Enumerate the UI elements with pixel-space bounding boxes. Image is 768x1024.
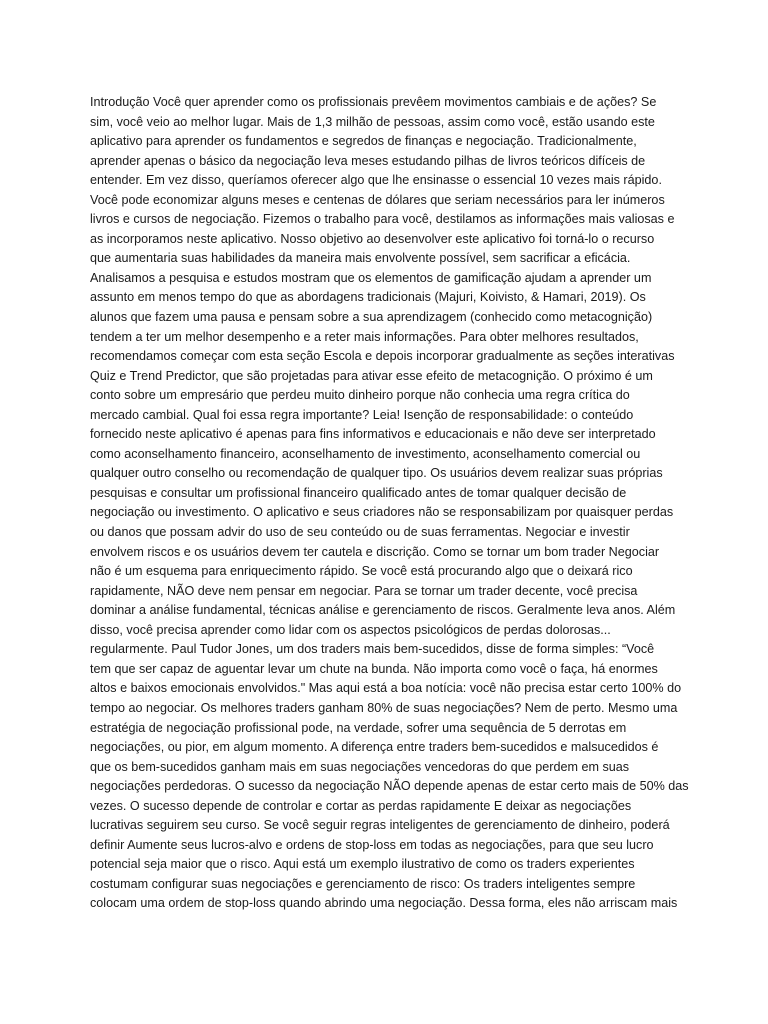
text-line: dominar a análise fundamental, técnicas análise e gerenciamento de riscos. Geralmente leva anos. Além	[90, 603, 676, 618]
text-line: negociação ou investimento. O aplicativo e seus criadores não se responsabilizam por quaisquer perdas	[90, 505, 674, 520]
text-line: negociações, ou pior, em algum momento. A diferença entre traders bem-sucedidos e malsucedidos é	[90, 740, 659, 755]
text-line: potencial seja maior que o risco. Aqui está um exemplo ilustrativo de como os traders experientes	[90, 857, 635, 872]
text-line: livros e cursos de negociação. Fizemos o trabalho para você, destilamos as informações mais valiosas e	[90, 212, 675, 227]
body-text	[90, 93, 690, 914]
text-line: vezes. O sucesso depende de controlar e cortar as perdas rapidamente E deixar as negociações	[90, 798, 632, 813]
text-line: envolvem riscos e os usuários devem ter cautela e discrição. Como se tornar um bom trader Negociar	[90, 544, 660, 559]
text-line: ou danos que possam advir do uso de seu conteúdo ou de suas ferramentas. Negociar e investir	[90, 525, 630, 540]
text-line: recomendamos começar com esta seção Escola e depois incorporar gradualmente as seções interativas	[90, 349, 675, 364]
text-line: tem que ser capaz de aguentar levar um chute na bunda. Não importa como você o faça, há enormes	[90, 661, 658, 676]
text-line: disso, você precisa aprender como lidar com os aspectos psicológicos de perdas dolorosas...	[90, 622, 611, 637]
text-line: Quiz e Trend Predictor, que são projetadas para ativar esse efeito de metacognição. O próximo é um	[90, 368, 653, 383]
text-line: conto sobre um empresário que perdeu muito dinheiro porque não conhecia uma regra crítica do	[90, 388, 630, 403]
text-line: fornecido neste aplicativo é apenas para fins informativos e educacionais e não deve ser interpretado	[90, 427, 656, 442]
text-line: Analisamos a pesquisa e estudos mostram que os elementos de gamificação ajudam a aprender um	[90, 270, 652, 285]
text-line: pesquisas e consultar um profissional financeiro qualificado antes de tomar qualquer decisão de	[90, 485, 627, 500]
text-line: sim, você veio ao melhor lugar. Mais de 1,3 milhão de pessoas, assim como você, estão usando este	[90, 114, 655, 129]
text-line: aplicativo para aprender os fundamentos e segredos de finanças e negociação. Tradicionalmente,	[90, 134, 637, 149]
text-line: tempo ao negociar. Os melhores traders ganham 80% de suas negociações? Nem de perto. Mesmo uma	[90, 700, 678, 715]
text-line: entender. Em vez disso, queríamos oferecer algo que lhe ensinasse o essencial 10 vezes mais rápido.	[90, 173, 662, 188]
text-line: costumam configurar suas negociações e gerenciamento de risco: Os traders inteligentes sempre	[90, 876, 636, 891]
text-line: rapidamente, NÃO deve nem pensar em negociar. Para se tornar um trader decente, você precisa	[90, 583, 638, 598]
text-line: mercado cambial. Qual foi essa regra importante? Leia! Isenção de responsabilidade: o conteúdo	[90, 407, 634, 422]
text-line: qualquer outro conselho ou recomendação de qualquer tipo. Os usuários devem realizar suas próprias	[90, 466, 663, 481]
text-line: que aumentaria suas habilidades da maneira mais envolvente possível, sem sacrificar a eficácia.	[90, 251, 631, 266]
text-line: assunto em menos tempo do que as abordagens tradicionais (Majuri, Koivisto, & Hamari, 2019). Os	[90, 290, 646, 305]
text-line: as incorporamos neste aplicativo. Nosso objetivo ao desenvolver este aplicativo foi torná-lo o recurso	[90, 231, 655, 246]
text-line: aprender apenas o básico da negociação leva meses estudando pilhas de livros teóricos difíceis de	[90, 153, 646, 168]
text-line: colocam uma ordem de stop-loss quando abrindo uma negociação. Dessa forma, eles não arriscam mais	[90, 896, 678, 911]
text-line: alunos que fazem uma pausa e pensam sobre a sua aprendizagem (conhecido como metacognição)	[90, 310, 653, 325]
text-line: lucrativas seguirem seu curso. Se você seguir regras inteligentes de gerenciamento de dinheiro, poderá	[90, 818, 670, 833]
text-line: definir Aumente seus lucros-alvo e ordens de stop-loss em todas as negociações, para que seu lucro	[90, 837, 654, 852]
text-line: negociações perdedoras. O sucesso da negociação NÃO depende apenas de estar certo mais de 50% das	[90, 779, 689, 794]
text-line: que os bem-sucedidos ganham mais em suas negociações vencedoras do que perdem em suas	[90, 759, 630, 774]
text-line: regularmente. Paul Tudor Jones, um dos traders mais bem-sucedidos, disse de forma simples: “Você	[90, 642, 655, 657]
text-line: altos e baixos emocionais envolvidos." Mas aqui está a boa notícia: você não precisa estar certo 100% do	[90, 681, 682, 696]
text-line: tendem a ter um melhor desempenho e a reter mais informações. Para obter melhores resultados,	[90, 329, 639, 344]
text-line: como aconselhamento financeiro, aconselhamento de investimento, aconselhamento comercial ou	[90, 446, 641, 461]
text-line: estratégia de negociação profissional pode, na verdade, sofrer uma sequência de 5 derrotas em	[90, 720, 627, 735]
text-line: não é um esquema para enriquecimento rápido. Se você está procurando algo que o deixará rico	[90, 564, 633, 579]
text-line: Introdução Você quer aprender como os profissionais prevêem movimentos cambiais e de ações? Se	[90, 95, 657, 109]
text-line: Você pode economizar alguns meses e centenas de dólares que seriam necessários para ler inúmeros	[90, 192, 665, 207]
